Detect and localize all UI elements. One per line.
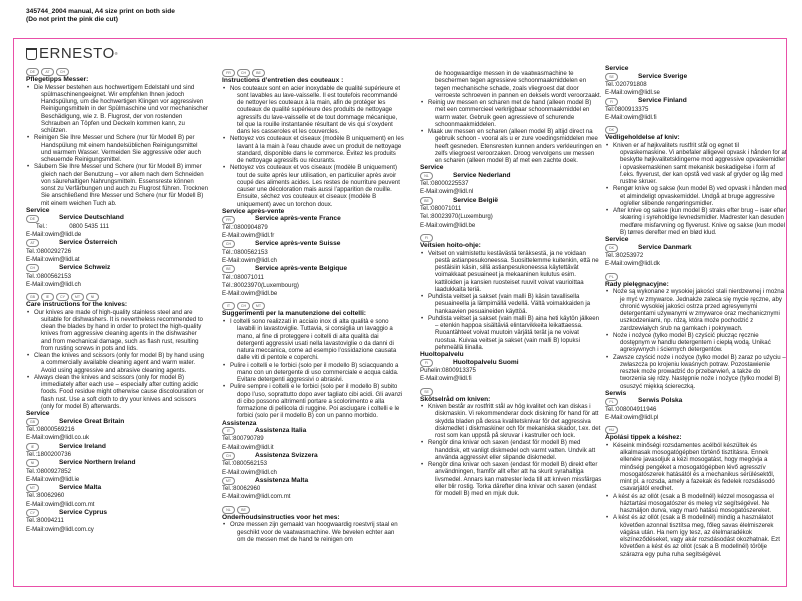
country-badges — [26, 293, 208, 301]
instruction-text: Reinig uw messen en scharen met de hand (alleen model B) met een commercieel verkrijgbaar schoonmaakmiddel en warm water. Gebruik geen agressieve of schurende schoonmaakmiddelen. — [428, 99, 592, 128]
contact-line: Tel.:1800200736 — [26, 450, 72, 458]
service-name: Service Finland — [638, 97, 687, 105]
country-badges — [420, 388, 602, 396]
contact-line: E-Mail:owim@lidl.fi — [420, 375, 472, 383]
instruction-text: Die Messer bestehen aus hochwertigem Edelstahl und sind spülmaschinengeeignet. Wir empfehlen Ihnen jedoch Handspülung, um die hochwertigen Klingen vor aggressiven Reinigungsmitteln in der Spülmaschine und vor mechanischer Beschädigung, wie z. B. Flugrost, der von rostenden Schrauben an Töpfen und Deckeln kommen kann, zu schützen. — [34, 83, 208, 135]
country-badge: NI — [86, 293, 99, 301]
instruction-text: Our knives are made of high-quality stainless steel and are suitable for dishwashers. It is nevertheless recommended to clean the blades by hand in order to protect the high-quality knives from aggressive cleaning agents in the dishwasher and from mechanical damage, such as flash rust, resulting from rusting screws in pots and lids. — [34, 308, 203, 352]
contact-line: Tel.:020791808 — [605, 80, 647, 88]
country-badges — [222, 302, 404, 310]
instruction-list — [420, 99, 602, 164]
service-name: Service Great Britain — [59, 417, 125, 425]
service-name: Serwis Polska — [638, 397, 683, 405]
section-heading: Service — [605, 236, 629, 244]
instruction-text: Reinigen Sie Ihre Messer und Schere (nur für Modell B) per Handspülung mit einem handelsüblichen Reinigungsmittel und warmem Wasser. Vermeiden Sie aggressive oder auch scheuernde Reinigungsmittel. — [34, 134, 201, 164]
country-badge: GB — [26, 418, 39, 426]
contact-line: E-Mail:owim@lidl.fr — [222, 232, 275, 240]
service-entry — [26, 239, 208, 247]
instruction-text: Rengør knive og sakse (kun model B) ved opvask i hånden med et almindeligt opvaskemiddel. Undgå at bruge aggressive og/eller slibende rengøringsmidler. — [613, 185, 787, 207]
bullet-icon: • — [223, 164, 226, 172]
instruction-item — [26, 352, 208, 374]
contact-line: Tel.:80062960 — [222, 485, 261, 493]
country-badge: NL — [420, 172, 433, 180]
instruction-text: Nettoyez vos couteaux et ciseaux (modèle B uniquement) en les lavant à la main à l’eau chaude avec un produit de nettoyage standard, disponible dans le commerce. Évitez les produits de nettoyage agressifs ou récurants. — [230, 135, 404, 165]
country-badges — [222, 69, 404, 77]
instruction-list — [420, 403, 602, 497]
contact-line: E-Mail:owim@lidl.ch — [222, 256, 277, 264]
contact-line: Tel.:80023970(Luxemburg) — [420, 213, 493, 221]
instruction-text: Puhdista veitset ja sakset (vain malli B) käsin tavallisella pesuaineella ja lämpimällä vedellä. Vältä voimakkaiden ja hankaavien pesuaineiden käyttöä. — [428, 293, 591, 315]
print-instructions-line-2: (Do not print the pink die cut) — [26, 16, 118, 23]
bullet-icon: • — [27, 83, 30, 91]
bullet-icon: • — [606, 441, 609, 449]
country-badge: MT — [222, 477, 235, 485]
instruction-text: Rengör dina knivar och saxen (endast för modell B) med handdisk, ett vanligt diskmedel och varmt vatten. Undvik att använda aggressivt eller slipande diskmedel. — [428, 439, 596, 461]
country-badge: CH — [222, 452, 235, 460]
section-heading: Service — [26, 410, 50, 418]
service-name: Assistenza Malta — [255, 476, 309, 484]
country-badge: FI — [420, 359, 433, 367]
bullet-icon: • — [606, 185, 609, 193]
instruction-item — [605, 288, 787, 332]
contact-line: Puhelin:0800913375 — [420, 366, 476, 374]
bullet-icon: • — [223, 361, 226, 369]
service-entry — [26, 459, 208, 467]
contact-line: E-Mail:owim@lidl.it — [222, 443, 274, 451]
instruction-list — [605, 442, 787, 558]
contact-line: E-Mail:owim@lidl.com.mt — [222, 493, 291, 501]
section-heading: Pflegetipps Messer: — [26, 76, 89, 83]
country-badges — [26, 68, 208, 76]
country-badge: NI — [26, 459, 39, 467]
instruction-list — [222, 521, 404, 543]
service-entry — [26, 264, 208, 272]
contact-line: Tél.:80023970(Luxembourg) — [222, 281, 299, 289]
instruction-list — [26, 84, 208, 207]
instruction-text: Rengör dina knivar och saxen (endast för modell B) direkt efter användningen, framför allt efter att ha skurit syrahaltiga livsmedel. Annars kan matrester leda till att kniven missfärgas eller blir rostig. Torka därefter dina knivar och saxen (endast för modell B) med en mjuk duk. — [428, 461, 602, 498]
contact-line: Tél.:080071011 — [222, 273, 264, 281]
section-heading: Instructions d’entretien des couteaux : — [222, 77, 344, 84]
country-badge: MT — [26, 484, 39, 492]
country-badge: CH — [237, 302, 250, 310]
country-badge: HU — [605, 426, 618, 434]
contact-line: Tel.:800790789 — [222, 435, 264, 443]
country-badges — [605, 273, 787, 281]
service-entry — [26, 443, 208, 451]
instruction-item — [420, 250, 602, 294]
country-badge: CH — [237, 69, 250, 77]
service-name: Service Ireland — [59, 442, 106, 450]
contact-line: E-Mail:owim@lidl.co.uk — [26, 434, 90, 442]
instruction-text: Pulire i coltelli e le forbici (solo per il modello B) sciacquando a mano con un detergente di uso commerciale e acqua calda. Evitare detergenti aggressivi o abrasivi. — [230, 361, 399, 383]
service-name: Service après-vente France — [255, 215, 341, 223]
section-heading: Assistenza — [222, 419, 257, 427]
service-name: Service Sverige — [638, 72, 688, 80]
service-name: Service Schweiz — [59, 264, 111, 272]
instruction-item — [222, 362, 404, 384]
section-heading: Rady pielęgnacyjne: — [605, 280, 669, 288]
bullet-icon: • — [606, 353, 609, 361]
service-entry — [26, 418, 208, 426]
country-badge: IT — [222, 302, 235, 310]
contact-line: Tel.:0800562153 — [222, 460, 268, 468]
section-heading: Service — [420, 164, 444, 172]
instruction-item — [605, 442, 787, 493]
contact-line: E-Mail:owim@lidl.se — [605, 89, 660, 97]
bullet-icon: • — [223, 383, 226, 391]
instruction-text: A kést és az ollót (csak a B modellnél) kézzel mosogassa el háztartási mosogatószer és meleg víz segítségével. Ne használjon durva, vagy maró hatású mosogatószereket. — [613, 492, 774, 515]
contact-line: Tel.:80094211 — [26, 517, 64, 525]
service-entry — [420, 197, 602, 205]
country-badge: FR — [222, 216, 235, 224]
service-name: Service Danmark — [638, 243, 692, 251]
country-badge: CH — [26, 264, 39, 272]
section-heading: Service après-vente — [222, 207, 285, 215]
contact-line: Tel.:0800562153 — [26, 272, 72, 280]
instruction-text: After knive og sakse (kun model B) straks efter brug – især efter skæring i syreholdige levnedsmidler. Madrester kan desuden medføre misfarvning og flyverust. Knive og sakse (kun model B) tørres derefter med en blød klud. — [613, 207, 786, 236]
country-badges — [605, 126, 787, 134]
instruction-text: Maak uw messen en scharen (alleen model B) altijd direct na gebruik schoon - vooral als u er zure voedingsmiddelen mee heeft gesneden. Etensresten kunnen anders verkleuringen en zelfs vliegroest veroorzaken. Droog vervolgens uw messen en scharen (alleen model B) af met een zachte doek. — [428, 128, 602, 164]
instruction-item — [420, 439, 602, 461]
instruction-text: Kniven er af højkvalitets rustfrit stål og egnet til opvaskemaskine. Vi anbefaler alligevel opvask i hånden for at beskytte højkvalitetsklingerne mod aggressive opvaskemidler i opvaskemaskinen samt mekanisk beskadigelse i form af f.eks. flyverust, der kan opstå ved vask af gryder og låg med rustne skruer. — [613, 141, 787, 186]
contact-line: Tel.:0800927852 — [26, 467, 72, 475]
service-entry — [222, 240, 404, 248]
service-name: Service Malta — [59, 484, 102, 492]
contact-line: Tel.:080071011 — [420, 205, 462, 213]
column-4 — [605, 65, 787, 558]
instruction-text: Késeink minőségi rozsdamentes acélból készültek és alkalmasak mosogatógépben történő tisztításra. Ennek ellenére javasoljuk a kézi mosogatást, hogy megóvja a minőségi pengéket a mosogatógépben lévő agresszív mosogatószerek hatásától és a mechanikus sérülésektől, mint pl. a rozsda, amely a fazekak és fedelek rozsdásodó csavarjától eredhet. — [613, 441, 775, 493]
instruction-item — [420, 293, 602, 315]
bullet-icon: • — [223, 521, 226, 529]
knife-block-logo-icon — [26, 48, 37, 60]
country-badge: CH — [222, 240, 235, 248]
section-heading: Service — [605, 65, 629, 72]
instruction-item — [420, 128, 602, 164]
column-1 — [26, 44, 208, 534]
bullet-icon: • — [27, 373, 30, 381]
contact-line: E-Mail:owim@lidl.pl — [605, 413, 659, 421]
contact-line: E-Mail:owim@lidl.de — [26, 231, 82, 239]
print-instructions — [26, 8, 175, 24]
instruction-item — [420, 99, 602, 128]
contact-line: E-Mail:owim@lidl.ch — [222, 468, 277, 476]
instruction-item — [222, 383, 404, 419]
instruction-text: Zawsze czyścić noże i nożyce (tylko model B) zaraz po użyciu – zwłaszcza po krojeniu kwaśnych potraw. Pozostawienie resztek może prowadzić do przebarwień, a także do tworzenia się rdzy. Następnie noże i nożyce (tylko model B) osuszyć miękką ściereczką. — [613, 353, 786, 390]
country-badge: CH — [56, 68, 69, 76]
instruction-text: Veitset on valmistettu kestävästä teräksestä, ja ne voidaan pestä astianpesukoneessa. Suosittelemme kuitenkin, että ne pestäisiin käsin, sillä astianpesukoneessa käytettävät voimakkaat pesuaineet ja mekaaninen kulutus esim. kattiloiden ja kansien ruosteiset ruuvit voivat vaurioittaa laadukkaita teriä. — [428, 249, 599, 293]
instruction-text: A kést és az ollót (csak a B modellnél) mindig a használatot követően azonnal tisztítsa meg, főleg savas élelmiszerek vágása után. Ha nem így tesz, az ételmaradékok elszíneződéseket, vagy akár rozsdásodást okozhatnak. Ezt követően a kést és az ollót (csak a B modellnél) törölje szárazra egy puha ruha segítségével. — [613, 514, 780, 558]
service-entry — [222, 215, 404, 223]
brand-logo — [26, 44, 208, 64]
instruction-item — [605, 354, 787, 390]
contact-line: Tel.:08000569216 — [26, 426, 75, 434]
instruction-item — [222, 135, 404, 164]
instruction-item — [420, 461, 602, 497]
country-badge: BE — [222, 265, 235, 273]
section-heading: Care instructions for the knives: — [26, 301, 128, 309]
service-entry — [420, 359, 602, 367]
instruction-item — [222, 521, 404, 543]
contact-line: Tel:0800913375 — [605, 105, 649, 113]
contact-line: Tel.:0800292726 — [26, 247, 72, 255]
country-badge: BE — [420, 197, 433, 205]
instruction-text: Always clean the knives and scissors (only for model B) immediately after each use – especially after cutting acidic foods. Food residue might otherwise cause discolouration or flash rust. Use a soft cloth to dry your knives and scissors (only for model B) afterwards. — [34, 373, 204, 410]
instruction-list — [605, 142, 787, 236]
bullet-icon: • — [27, 134, 30, 142]
contact-line: E-Mail:owim@lidl.ch — [26, 280, 81, 288]
instruction-item — [420, 403, 602, 439]
contact-line: E-Mail:owim@lidl.com.mt — [26, 500, 95, 508]
contact-line: E-Mail:owim@lidl.dk — [605, 260, 660, 268]
country-badge: FI — [420, 234, 433, 242]
bullet-icon: • — [421, 403, 424, 411]
service-entry — [222, 265, 404, 273]
bullet-icon: • — [27, 308, 30, 316]
country-badges — [420, 234, 602, 242]
contact-line: Tel.:08000225537 — [420, 180, 469, 188]
instruction-item — [605, 493, 787, 515]
country-badge: BE — [252, 69, 265, 77]
section-heading: Service — [26, 206, 50, 214]
country-badge: FR — [222, 69, 235, 77]
instruction-list — [420, 250, 602, 352]
bullet-icon: • — [606, 331, 609, 339]
country-badge: AT — [26, 239, 39, 247]
bullet-icon: • — [606, 141, 609, 149]
instruction-text: Nos couteaux sont en acier inoxydable de qualité supérieure et sont lavables au lave-vaisselle. Il est toutefois recommandé de nettoyer les couteaux à la main, afin de protéger les couteaux de qualité supérieure des produits de nettoyage agressifs du lave-vaisselle et de tout dommage mécanique, tel que la rouille instantanée résultant de vis qui s’oxydent dans les casseroles et les couvercles. — [230, 84, 401, 136]
country-badge: DK — [605, 126, 618, 134]
instruction-item — [26, 134, 208, 163]
contact-line: Tél.:0800562153 — [222, 248, 268, 256]
country-badge: MT — [71, 293, 84, 301]
service-entry — [605, 97, 787, 105]
service-name: Assistenza Svizzera — [255, 451, 318, 459]
service-entry — [26, 484, 208, 492]
service-name: Service après-vente Suisse — [255, 240, 341, 248]
country-badges — [222, 506, 404, 514]
contact-line: E-Mail:owim@lidl.ie — [26, 475, 80, 483]
bullet-icon: • — [606, 207, 609, 215]
column-3 — [420, 70, 602, 497]
service-name: Service Cyprus — [59, 509, 108, 517]
contact-line: Tel.:80253972 — [605, 252, 644, 260]
instruction-text: Pulire sempre i coltelli e le forbici (solo per il modello B) subito dopo l’uso, soprattutto dopo aver tagliato cibi acidi. Gli avanzi di cibo possono altrimenti portare a scolorimento e alla formazione di pellicola di ruggine. Poi asciugare i coltelli e le forbici (solo per il modello B) con un panno morbido. — [230, 383, 403, 420]
bullet-icon: • — [27, 352, 30, 360]
service-name: Assistenza Italia — [255, 427, 307, 435]
print-instructions-line-1: 345744_2004 manual, A4 size print on both side — [26, 8, 175, 15]
country-badge: CY — [56, 293, 69, 301]
bullet-icon: • — [606, 514, 609, 522]
bullet-icon: • — [421, 128, 424, 135]
country-badge: MT — [252, 302, 265, 310]
service-entry — [605, 244, 787, 252]
country-badge: DK — [605, 244, 618, 252]
instruction-text: Noże i nożyce (tylko model B) czyścić płucząc ręcznie dostępnym w handlu detergentem i ciepłą wodą. Unikać agresywnych i ściernych detergentów. — [613, 331, 771, 354]
instruction-text: Onze messen zijn gemaakt van hoogwaardig roestvrij staal en geschikt voor de vaatwasmachine. We bevelen echter aan om de messen met de hand te reinigen om — [230, 521, 398, 543]
bullet-icon: • — [421, 99, 424, 106]
country-badge: BE — [237, 506, 250, 514]
contact-line: Tel.: 0800 5435 111 — [26, 222, 109, 230]
bullet-icon: • — [606, 288, 609, 296]
instruction-text: Säubern Sie Ihre Messer und Schere (nur für Modell B) immer gleich nach der Benutzung – vor allem nach dem Schneiden von säurehaltigen Nahrungsmitteln. Essensreste können sonst zu Verfärbungen und auch zu Flugrost führen. Trocknen Sie anschließend Ihre Messer und Schere (nur für Modell B) mit einem weichen Tuch ab. — [34, 163, 209, 207]
service-entry — [605, 73, 787, 81]
instruction-item — [26, 163, 208, 207]
service-name: Service après-vente Belgique — [255, 265, 347, 273]
section-heading: Vedligeholdelse af kniv: — [605, 134, 680, 142]
instruction-item — [605, 185, 787, 207]
contact-line: E-Mail:owim@lidl.nl — [420, 188, 474, 196]
country-badge: AT — [41, 68, 54, 76]
registered-mark: ® — [114, 51, 119, 57]
instruction-text: Kniven består av rostfritt stål av hög kvalitet och kan diskas i diskmaskin. Vi rekommenderar dock diskning för hand för att skydda bladen på dessa kvalitetsknivar för det aggressiva diskmedlet i diskmaskiner och för mekaniska skador, t.ex. det rost som kan uppstå på skruvar i kastruller och lock. — [428, 403, 601, 440]
contact-line: E-Mail:owim@lidl.com.cy — [26, 525, 94, 533]
instruction-item — [605, 142, 787, 186]
instruction-item — [420, 315, 602, 351]
instruction-list — [26, 309, 208, 411]
instruction-list — [222, 318, 404, 420]
country-badge: DE — [26, 68, 39, 76]
bullet-icon: • — [223, 135, 226, 143]
instruction-item — [605, 332, 787, 354]
country-badge: CY — [26, 509, 39, 517]
section-heading: Serwis — [605, 389, 627, 397]
bullet-icon: • — [421, 439, 424, 447]
service-entry — [26, 214, 208, 222]
instruction-item — [26, 84, 208, 135]
bullet-icon: • — [421, 293, 424, 301]
country-badge: SE — [605, 73, 618, 81]
section-heading: Ápolási tippek a késhez: — [605, 434, 682, 442]
instruction-item — [222, 164, 404, 208]
contact-line: Tél.:0800904879 — [222, 223, 268, 231]
service-name: Service België — [453, 196, 499, 204]
section-heading: Huoltopalvelu — [420, 351, 464, 359]
country-badge: DE — [26, 215, 39, 223]
country-badge: FI — [605, 98, 618, 106]
service-name: Service Northern Ireland — [59, 459, 136, 467]
contact-line: E-Mail:owim@lidl.at — [26, 255, 80, 263]
service-entry — [222, 477, 404, 485]
service-entry — [605, 397, 787, 405]
bullet-icon: • — [606, 492, 609, 500]
section-heading: Veitsien hoito-ohje: — [420, 241, 481, 249]
instruction-list — [222, 85, 404, 208]
contact-line: Tel.:80062960 — [26, 492, 65, 500]
bullet-icon: • — [223, 318, 226, 325]
instruction-item — [605, 514, 787, 558]
instruction-text: Noże są wykonane z wysokiej jakości stali nierdzewnej i można je myć w zmywarce. Jednakże zaleca się mycie ręczne, aby chronić wysokiej jakości ostrza przed agresywnymi detergentami używanymi w zmywarce oraz mechanicznymi uszkodzeniami, np. rdzą, która może pochodzić z zardzewiałych śrub na garnkach i pokrywach. — [613, 288, 785, 332]
service-name: Service Deutschland — [59, 214, 124, 222]
bullet-icon: • — [27, 163, 30, 171]
country-badge: NL — [222, 506, 235, 514]
country-badge: IE — [26, 443, 39, 451]
service-name: Service Österreich — [59, 239, 118, 247]
instruction-continued: de hoogwaardige messen in de vaatwasmachine te beschermen tegen agressieve schoonmaakmiddelen en tegen mechanische schade, zoals vliegroest dat door verroeste schroeven in pannen en deksels wordt veroorzaakt. — [435, 70, 602, 99]
service-entry — [420, 172, 602, 180]
bullet-icon: • — [421, 314, 424, 322]
country-badge: IE — [41, 293, 54, 301]
instruction-text: I coltelli sono realizzati in acciaio inox di alta qualità e sono lavabili in lavastoviglie. Tuttavia, si consiglia un lavaggio a mano, al fine di proteggere i coltelli di alta qualità dai detergenti aggressivi usati nella lavastoviglie o da danni di natura meccanica, come ad esempio l’ossidazione causata dalle viti di pentole e coperchi. — [230, 318, 397, 362]
bullet-icon: • — [421, 461, 424, 469]
instruction-item — [605, 207, 787, 236]
section-heading: Onderhoudsinstructies voor het mes: — [222, 513, 340, 521]
country-badge: PL — [605, 273, 618, 281]
section-heading: Suggerimenti per la manutenzione dei coltelli: — [222, 310, 366, 318]
service-name: Huoltopalvelu Suomi — [453, 358, 519, 366]
instruction-item — [26, 374, 208, 410]
column-2 — [222, 65, 404, 543]
country-badge: IT — [222, 427, 235, 435]
country-badge: GB — [26, 293, 39, 301]
instruction-text: Nettoyez vos couteaux et vos ciseaux (modèle B uniquement) tout de suite après leur utilisation, en particulier après avoir coupé des aliments acides. Les restes de nourriture peuvent causer une décoloration mais aussi l’apparition de rouille. Ensuite, séchez vos couteaux et ciseaux (modèle B uniquement) avec un torchon doux. — [230, 164, 400, 208]
service-entry — [26, 509, 208, 517]
service-entry — [222, 452, 404, 460]
brand-name: ERNESTO — [39, 45, 115, 63]
instruction-item — [26, 309, 208, 353]
bullet-icon: • — [421, 249, 424, 257]
service-entry — [222, 427, 404, 435]
instruction-item — [222, 85, 404, 136]
contact-line: Tel.:008004911946 — [605, 405, 657, 413]
bullet-icon: • — [223, 84, 226, 92]
contact-line: E-Mail:owim@lidl.fi — [605, 114, 657, 122]
instruction-list — [605, 288, 787, 390]
section-heading: Skötselråd om kniven: — [420, 395, 491, 403]
contact-line: E-Mail:owim@lidl.be — [420, 221, 476, 229]
instruction-text: Clean the knives and scissors (only for model B) by hand using a commercially available cleaning agent and warm water. Avoid using aggressive and abrasive cleaning agents. — [34, 352, 205, 374]
country-badge: PL — [605, 398, 618, 406]
instruction-item — [222, 318, 404, 362]
instruction-text: Puhdista veitset ja sakset (vain malli B) aina heti käytön jälkeen – etenkin happoa sisältäviä elintarvikkeita leikattaessa. Ruoantähteet voivat muutoin värjätä terät ja ne voivat ruostua. Kuivaa veitset ja sakset (vain malli B) lopuksi pehmeällä liinalla. — [428, 314, 600, 351]
service-name: Service Nederland — [453, 171, 511, 179]
country-badge: SE — [420, 388, 433, 396]
contact-line: E-Mail:owim@lidl.be — [222, 290, 278, 298]
